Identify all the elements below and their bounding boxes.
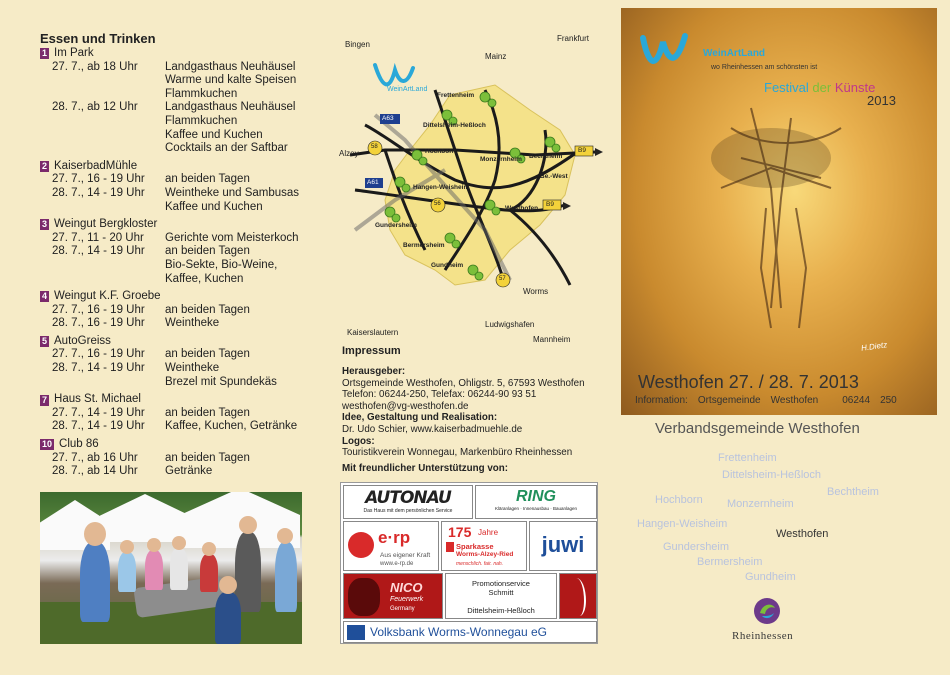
event-dates: Westhofen 27. / 28. 7. 2013 bbox=[638, 372, 859, 392]
schedule-row bbox=[40, 348, 315, 362]
sponsor-autonau bbox=[343, 485, 473, 519]
location-name: Club 86 bbox=[59, 438, 99, 451]
child bbox=[200, 554, 218, 592]
schedule-date bbox=[40, 201, 165, 215]
schedule-offer: Cocktails an der Saftbar bbox=[165, 142, 288, 155]
food-drink-column bbox=[0, 0, 315, 675]
kuenste-word: Künste bbox=[834, 80, 876, 95]
schedule-date: 28. 7., ab 14 Uhr bbox=[52, 465, 138, 478]
vg-hochborn: Hochborn bbox=[655, 494, 703, 506]
schedule-date: 28. 7., 14 - 19 Uhr bbox=[52, 420, 145, 433]
autonau-logo: AUTONAU bbox=[365, 488, 451, 508]
child-head bbox=[219, 576, 237, 594]
map-hangen-weisheim: Hangen-Weisheim bbox=[413, 184, 470, 191]
brand-tagline: wo Rheinhessen am schönsten ist bbox=[711, 64, 818, 71]
road-a61: A61 bbox=[367, 179, 379, 186]
sparkasse-s-icon bbox=[446, 542, 454, 552]
schedule-offer: Kaffee, Kuchen bbox=[165, 272, 244, 285]
schedule-offer: Brezel mit Spundekäs bbox=[165, 375, 277, 388]
child bbox=[170, 548, 188, 590]
map-be-west: Be.-West bbox=[540, 173, 568, 180]
vg-bechtheim: Bechtheim bbox=[827, 486, 879, 498]
schedule-row bbox=[40, 259, 315, 273]
vg-bermersheim: Bermersheim bbox=[697, 556, 763, 568]
food-section bbox=[40, 47, 315, 156]
map-westhofen: Westhofen bbox=[505, 205, 539, 212]
herausgeber-email: westhofen@vg-westhofen.de bbox=[342, 400, 469, 412]
schedule-offer: Landgasthaus Neuhäusel bbox=[165, 101, 296, 114]
location-number-badge: 2 bbox=[42, 161, 48, 172]
child bbox=[215, 592, 241, 644]
der-word: der bbox=[812, 80, 832, 95]
schedule-offer: Weintheke bbox=[165, 317, 220, 330]
nico-sub: Feuerwerk bbox=[390, 596, 424, 603]
schedule-date: 28. 7., ab 12 Uhr bbox=[52, 101, 138, 114]
location-name: Weingut Bergkloster bbox=[54, 218, 158, 231]
support-label: Mit freundlicher Unterstützung von: bbox=[342, 463, 508, 474]
schedule-row bbox=[40, 61, 315, 75]
schedule-offer: an beiden Tagen bbox=[165, 451, 250, 464]
vg-westhofen: Westhofen bbox=[776, 528, 829, 540]
festival-word: Festival bbox=[764, 80, 809, 95]
schedule-offer: an beiden Tagen bbox=[165, 303, 250, 316]
idee-label: Idee, Gestaltung und Realisation: bbox=[342, 412, 498, 424]
child bbox=[118, 552, 136, 592]
map-gundheim: Gundheim bbox=[431, 262, 464, 269]
road-57: 57 bbox=[499, 276, 506, 282]
map-dittelsheim: Dittelsheim-Heßloch bbox=[423, 122, 486, 129]
schedule-date bbox=[40, 273, 165, 287]
child-head bbox=[147, 538, 161, 552]
schedule-date: 27. 7., 16 - 19 Uhr bbox=[52, 173, 145, 186]
festival-photo bbox=[40, 492, 302, 644]
logos-label: Logos: bbox=[342, 435, 375, 447]
city-bingen: Bingen bbox=[345, 40, 370, 49]
food-section bbox=[40, 438, 315, 479]
idee-line: Dr. Udo Schier, www.kaiserbadmuehle.de bbox=[342, 423, 523, 435]
sparkasse-years: 175 bbox=[448, 524, 472, 540]
promo-line2: Schmitt bbox=[488, 588, 514, 597]
sponsor-juwi bbox=[529, 521, 597, 571]
ring-sub: Kläranlagen · Innenausbau · Bauanlagen bbox=[494, 506, 578, 511]
artist-signature: H.Dietz bbox=[860, 340, 888, 353]
road-56: 56 bbox=[434, 201, 441, 207]
food-section bbox=[40, 290, 315, 331]
schedule-row bbox=[40, 115, 315, 129]
section-title bbox=[40, 335, 315, 349]
info-line bbox=[635, 395, 897, 406]
vg-gundheim: Gundheim bbox=[745, 571, 796, 583]
schedule-date: 27. 7., 14 - 19 Uhr bbox=[52, 406, 145, 419]
map-gundersheim: Gundersheim bbox=[375, 222, 417, 229]
map-frettenheim: Frettenheim bbox=[437, 92, 475, 99]
road-58: 58 bbox=[371, 144, 378, 150]
road-a63: A63 bbox=[382, 115, 394, 122]
section-title bbox=[40, 393, 315, 407]
herausgeber-line: Ortsgemeinde Westhofen, Ohligstr. 5, 67593 Westhofen bbox=[342, 377, 585, 389]
herausgeber-label: Herausgeber: bbox=[342, 366, 406, 377]
location-number-badge: 5 bbox=[42, 336, 48, 347]
adult-head bbox=[239, 516, 257, 534]
city-mannheim: Mannheim bbox=[533, 335, 571, 344]
section-title bbox=[40, 160, 315, 174]
schedule-offer: Kaffee, Kuchen, Getränke bbox=[165, 420, 298, 433]
schedule-date bbox=[40, 74, 165, 88]
volksbank-icon bbox=[347, 625, 365, 640]
schedule-date: 27. 7., ab 18 Uhr bbox=[52, 60, 138, 73]
schedule-row bbox=[40, 407, 315, 421]
location-number-badge: 10 bbox=[42, 439, 53, 450]
vg-dittelsheim: Dittelsheim-Heßloch bbox=[722, 469, 822, 481]
sponsor-erp bbox=[343, 521, 439, 571]
sponsor-box bbox=[340, 482, 598, 644]
sponsor-profile-logo bbox=[559, 573, 597, 619]
sponsor-nico bbox=[343, 573, 443, 619]
child-head bbox=[172, 536, 186, 550]
food-heading: Essen und Trinken bbox=[40, 31, 156, 46]
schedule-date: 27. 7., 11 - 20 Uhr bbox=[52, 231, 144, 244]
map-bechtheim: Bechtheim bbox=[529, 153, 563, 160]
erp-circle-icon bbox=[348, 532, 374, 558]
schedule-date: 28. 7., 16 - 19 Uhr bbox=[52, 317, 145, 330]
child-head bbox=[120, 540, 134, 554]
vg-frettenheim: Frettenheim bbox=[718, 452, 777, 464]
schedule-date: 28. 7., 14 - 19 Uhr bbox=[52, 245, 145, 258]
nico-country: Germany bbox=[390, 606, 415, 612]
schedule-row bbox=[40, 304, 315, 318]
brand-name: WeinArtLand bbox=[703, 48, 766, 59]
location-name: AutoGreiss bbox=[54, 334, 111, 347]
schedule-offer: Landgasthaus Neuhäusel bbox=[165, 60, 296, 73]
sponsor-sparkasse bbox=[441, 521, 527, 571]
info-ext: 250 bbox=[880, 395, 897, 406]
schedule-date bbox=[40, 376, 165, 390]
schedule-offer: Bio-Sekte, Bio-Weine, bbox=[165, 258, 278, 271]
schedule-row bbox=[40, 173, 315, 187]
schedule-date: 27. 7., 16 - 19 Uhr bbox=[52, 303, 145, 316]
location-name: Haus St. Michael bbox=[54, 393, 141, 406]
autonau-sub: Das Haus mit dem persönlichen Service bbox=[363, 508, 453, 514]
schedule-date bbox=[40, 88, 165, 102]
sponsor-ring bbox=[475, 485, 597, 519]
festival-year: 2013 bbox=[867, 93, 896, 108]
info-place: Westhofen bbox=[770, 395, 819, 406]
schedule-row bbox=[40, 232, 315, 246]
schedule-row bbox=[40, 101, 315, 115]
map-hochborn: Hochborn bbox=[425, 148, 456, 155]
schedule-row bbox=[40, 187, 315, 201]
location-name: Im Park bbox=[54, 47, 94, 59]
ring-logo: RING bbox=[516, 488, 556, 505]
vg-monzernheim: Monzernheim bbox=[727, 498, 794, 510]
child bbox=[275, 542, 297, 612]
schedule-row bbox=[40, 317, 315, 331]
sparkasse-tag: menschlich. fair. nah. bbox=[456, 561, 504, 567]
vg-title: Verbandsgemeinde Westhofen bbox=[655, 420, 860, 437]
schedule-offer: Flammkuchen bbox=[165, 87, 238, 100]
food-section bbox=[40, 160, 315, 214]
schedule-offer: Kaffee und Kuchen bbox=[165, 128, 263, 141]
section-title bbox=[40, 290, 315, 304]
sparkasse-region: Worms-Alzey-Ried bbox=[456, 551, 514, 558]
schedule-row bbox=[40, 142, 315, 156]
rheinhessen-logo-icon bbox=[752, 596, 782, 626]
schedule-date bbox=[40, 115, 165, 129]
road-b9-south: B9 bbox=[546, 201, 554, 208]
section-title bbox=[40, 218, 315, 232]
schedule-offer: an beiden Tagen bbox=[165, 406, 250, 419]
erp-sub: Aus eigener Kraft bbox=[380, 552, 431, 559]
location-name: KaiserbadMühle bbox=[54, 159, 138, 172]
schedule-offer: Weintheke bbox=[165, 362, 220, 375]
city-kaiserslautern: Kaiserslautern bbox=[347, 328, 399, 337]
festival-title bbox=[764, 80, 875, 95]
map-logo-text: WeinArtLand bbox=[387, 86, 428, 93]
rheinhessen-label: Rheinhessen bbox=[732, 630, 794, 642]
erp-url: www.e-rp.de bbox=[380, 561, 414, 567]
location-name: Weingut K.F. Groebe bbox=[54, 290, 161, 303]
schedule-row bbox=[40, 420, 315, 434]
weinartland-logo-icon bbox=[639, 28, 709, 78]
info-org: Ortsgemeinde bbox=[697, 395, 761, 406]
info-label: Information: bbox=[635, 395, 688, 406]
vg-gundersheim: Gundersheim bbox=[663, 541, 730, 553]
food-section bbox=[40, 218, 315, 286]
schedule-row bbox=[40, 465, 315, 479]
schedule-date: 27. 7., 16 - 19 Uhr bbox=[52, 348, 145, 361]
schedule-offer: an beiden Tagen bbox=[165, 245, 250, 258]
nico-logo: NICO bbox=[390, 580, 423, 595]
child bbox=[145, 550, 163, 590]
tent bbox=[100, 494, 190, 542]
schedule-offer: Gerichte vom Meisterkoch bbox=[165, 231, 299, 244]
child-head bbox=[202, 542, 216, 556]
schedule-offer: Warme und kalte Speisen bbox=[165, 74, 297, 87]
road-b9-north: B9 bbox=[578, 147, 586, 154]
city-ludwigshafen: Ludwigshafen bbox=[485, 320, 535, 329]
location-number-badge: 1 bbox=[42, 48, 48, 59]
location-number-badge: 4 bbox=[42, 291, 48, 302]
schedule-date: 28. 7., 14 - 19 Uhr bbox=[52, 186, 145, 199]
schedule-offer: Getränke bbox=[165, 465, 213, 478]
impressum-block bbox=[342, 366, 617, 459]
sponsor-volksbank bbox=[343, 621, 597, 643]
city-worms: Worms bbox=[523, 287, 549, 296]
city-mainz: Mainz bbox=[485, 52, 507, 61]
promo-line3: Dittelsheim-Heßloch bbox=[467, 606, 535, 615]
schedule-row bbox=[40, 201, 315, 215]
map-monzernheim: Monzernheim bbox=[480, 156, 522, 163]
section-title bbox=[40, 438, 315, 452]
face-profile-icon bbox=[570, 578, 586, 616]
schedule-date bbox=[40, 142, 165, 156]
schedule-offer: Flammkuchen bbox=[165, 114, 238, 127]
sparkasse-jahre: Jahre bbox=[478, 528, 499, 537]
schedule-offer: an beiden Tagen bbox=[165, 173, 250, 186]
schedule-row bbox=[40, 129, 315, 143]
schedule-date: 27. 7., ab 16 Uhr bbox=[52, 451, 138, 464]
child bbox=[80, 542, 110, 622]
sponsor-promotion bbox=[445, 573, 557, 619]
erp-logo: e·rp bbox=[378, 528, 411, 547]
food-sections bbox=[40, 47, 315, 483]
food-section bbox=[40, 393, 315, 434]
map-bermersheim: Bermersheim bbox=[403, 242, 445, 249]
schedule-row bbox=[40, 452, 315, 466]
promo-line1: Promotionservice bbox=[472, 579, 530, 588]
child-head bbox=[277, 528, 293, 544]
schedule-offer: Weintheke und Sambusas bbox=[165, 186, 300, 199]
city-alzey: Alzey bbox=[339, 149, 359, 158]
schedule-offer: an beiden Tagen bbox=[165, 348, 250, 361]
schedule-date bbox=[40, 129, 165, 143]
sparkasse-name: Sparkasse bbox=[456, 542, 494, 551]
schedule-date: 28. 7., 14 - 19 Uhr bbox=[52, 362, 145, 375]
impressum-title: Impressum bbox=[342, 345, 401, 357]
schedule-row bbox=[40, 362, 315, 376]
child-head bbox=[84, 522, 106, 546]
schedule-row bbox=[40, 74, 315, 88]
logos-line: Touristikverein Wonnegau, Markenbüro Rheinhessen bbox=[342, 447, 573, 459]
schedule-row bbox=[40, 376, 315, 390]
section-title bbox=[40, 47, 315, 61]
info-phone: 06244 bbox=[842, 395, 871, 406]
schedule-row bbox=[40, 245, 315, 259]
herausgeber-line: Telefon: 06244-250, Telefax: 06244-90 93 51 bbox=[342, 389, 537, 401]
schedule-offer: Kaffee und Kuchen bbox=[165, 200, 263, 213]
juwi-logo: juwi bbox=[541, 532, 585, 557]
location-number-badge: 7 bbox=[42, 394, 48, 405]
vg-hangen-weisheim: Hangen-Weisheim bbox=[637, 518, 728, 530]
devil-mask-icon bbox=[348, 578, 380, 616]
location-number-badge: 3 bbox=[42, 219, 48, 230]
schedule-row bbox=[40, 273, 315, 287]
cover-artwork bbox=[621, 8, 937, 415]
city-frankfurt: Frankfurt bbox=[557, 34, 590, 43]
volksbank-name: Volksbank Worms-Wonnegau eG bbox=[370, 625, 547, 639]
schedule-row bbox=[40, 88, 315, 102]
food-section bbox=[40, 335, 315, 389]
schedule-date bbox=[40, 259, 165, 273]
map-labels bbox=[335, 30, 615, 344]
